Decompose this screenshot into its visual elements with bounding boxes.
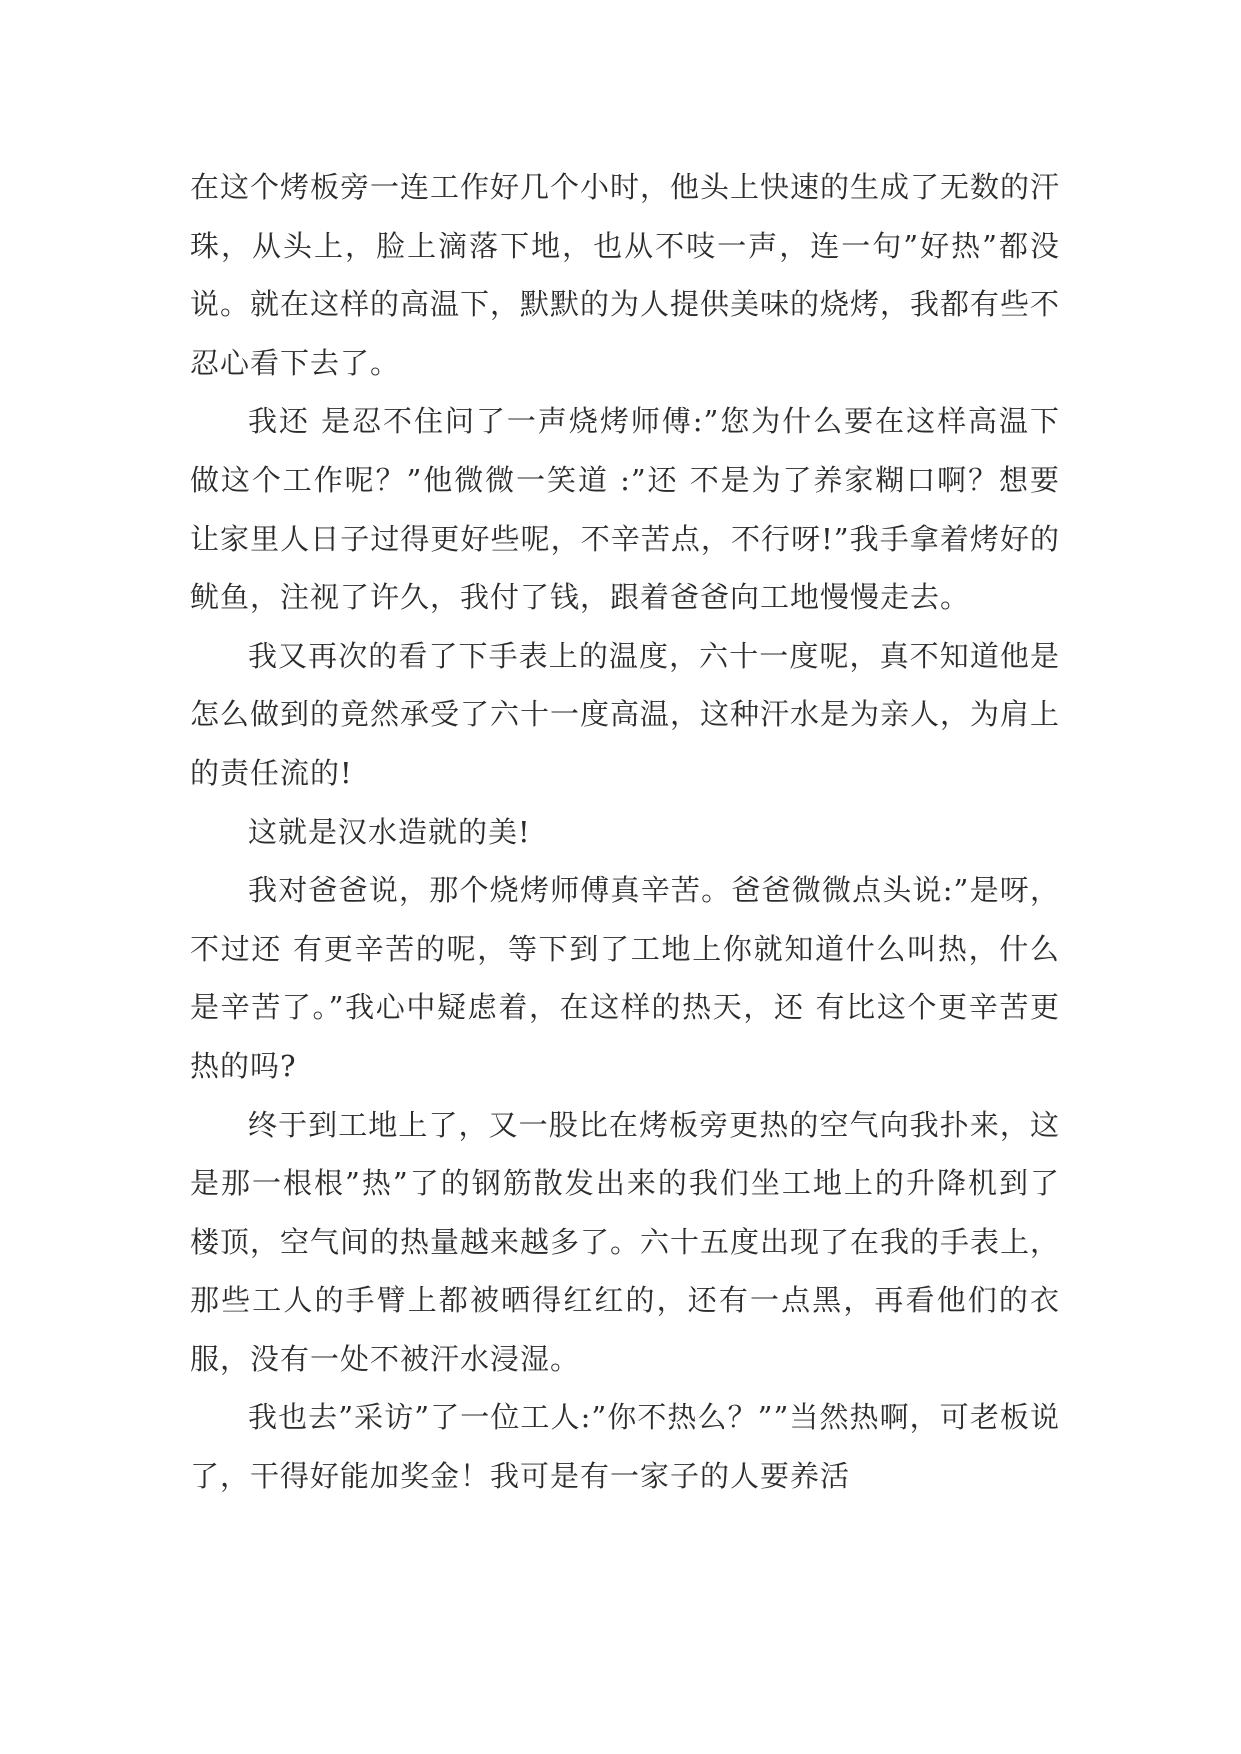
paragraph-3: 我又再次的看了下手表上的温度，六十一度呢，真不知道他是怎么做到的竟然承受了六十一度高温，这种汗水是为亲人，为肩上的责任流的! <box>190 638 1061 790</box>
paragraph-1: 在这个烤板旁一连工作好几个小时，他头上快速的生成了无数的汗珠，从头上，脸上滴落下地，也从不吱一声，连一句”好热”都没说。就在这样的高温下，默默的为人提供美味的烧烤，我都有些不忍心看下去了。 <box>190 170 1061 380</box>
paragraph-7: 我也去”采访”了一位工人:”你不热么？””当然热啊，可老板说了，干得好能加奖金！我可是有一家子的人要养活 <box>190 1400 1060 1494</box>
document-body <box>190 158 1060 1506</box>
paragraph-4: 这就是汉水造就的美! <box>248 814 531 849</box>
paragraph-6: 终于到工地上了，又一股比在烤板旁更热的空气向我扑来，这是那一根根”热”了的钢筋散发出来的我们坐工地上的升降机到了楼顶，空气间的热量越来越多了。六十五度出现了在我的手表上，那些工人的手臂上都被晒得红红的，还有一点黑，再看他们的衣服，没有一处不被汗水浸湿。 <box>190 1107 1061 1376</box>
paragraph-2: 我还 是忍不住问了一声烧烤师傅:”您为什么要在这样高温下做这个工作呢？”他微微一笑道 :”还 不是为了养家糊口啊？想要让家里人日子过得更好些呢，不辛苦点，不行呀!”我手拿着烤好的鱿鱼，注视了许久，我付了钱，跟着爸爸向工地慢慢走去。 <box>190 404 1060 615</box>
paragraph-5: 我对爸爸说，那个烧烤师傅真辛苦。爸爸微微点头说:”是呀，不过还 有更辛苦的呢，等下到了工地上你就知道什么叫热，什么是辛苦了。”我心中疑虑着，在这样的热天，还 有比这个更辛苦更热的吗? <box>190 873 1060 1083</box>
